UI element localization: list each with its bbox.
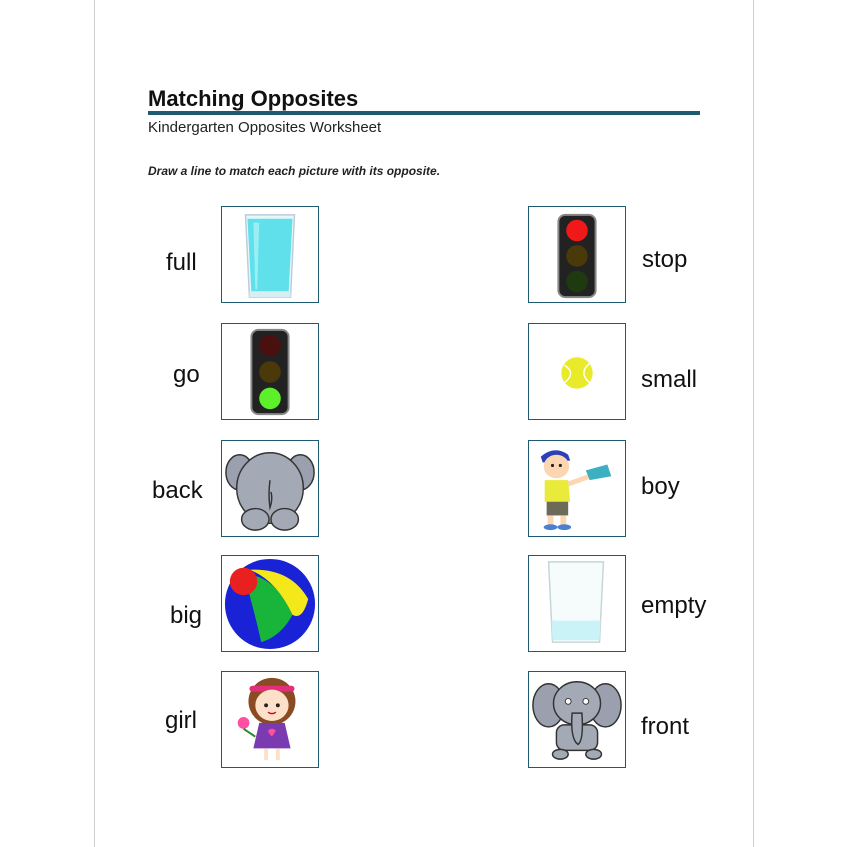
picture-box-go[interactable] [221,323,319,420]
picture-box-stop[interactable] [528,206,626,303]
word-back: back [152,477,203,504]
picture-box-small[interactable] [528,323,626,420]
title-divider [148,111,700,115]
tennis-ball-icon [529,324,625,419]
boy-icon [529,441,625,536]
word-stop: stop [642,246,688,273]
picture-box-full[interactable] [221,206,319,303]
empty-glass-icon [529,556,625,651]
word-boy: boy [641,473,680,500]
elephant-back-icon [222,441,318,536]
worksheet-subtitle: Kindergarten Opposites Worksheet [148,119,382,136]
picture-box-big[interactable] [221,555,319,652]
picture-box-front[interactable] [528,671,626,768]
word-front: front [641,713,690,740]
word-go: go [173,361,200,388]
red-traffic-light-icon [529,207,625,302]
full-glass-icon [222,207,318,302]
green-traffic-light-icon [222,324,318,419]
girl-icon [222,672,318,767]
word-big: big [170,602,203,629]
word-empty: empty [641,592,707,619]
picture-box-empty[interactable] [528,555,626,652]
beach-ball-icon [222,556,318,651]
picture-box-girl[interactable] [221,671,319,768]
word-girl: girl [165,707,198,734]
picture-box-boy[interactable] [528,440,626,537]
elephant-front-icon [529,672,625,767]
picture-box-back[interactable] [221,440,319,537]
word-small: small [641,366,698,393]
instructions: Draw a line to match each picture with its opposite. [148,164,441,178]
worksheet-title: Matching Opposites [148,86,359,111]
word-full: full [166,249,197,276]
